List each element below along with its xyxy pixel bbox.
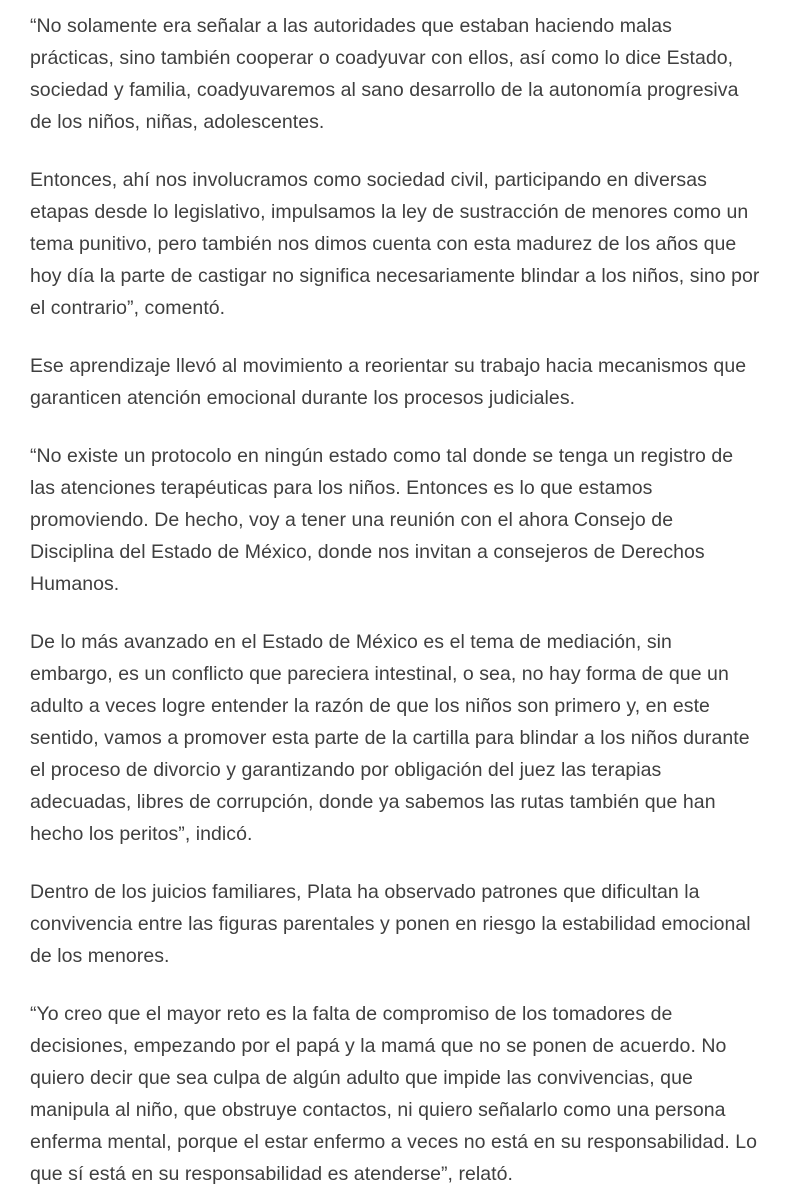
- article-paragraph: Ese aprendizaje llevó al movimiento a reorientar su trabajo hacia mecanismos que garanticen atención emocional durante los procesos judiciales.: [30, 355, 747, 409]
- article-paragraph: “No solamente era señalar a las autoridades que estaban haciendo malas prácticas, sino también cooperar o coadyuvar con ellos, así como lo dice Estado, sociedad y familia, coadyuvaremos al sano desarrollo de la autonomía progresiva de los niños, niñas, adolescentes.: [30, 15, 739, 133]
- article-paragraph: Dentro de los juicios familiares, Plata ha observado patrones que dificultan la convivencia entre las figuras parentales y ponen en riesgo la estabilidad emocional de los menores.: [30, 881, 751, 967]
- article-paragraph: Entonces, ahí nos involucramos como sociedad civil, participando en diversas etapas desde lo legislativo, impulsamos la ley de sustracción de menores como un tema punitivo, pero también nos dimos cuenta con esta madurez de los años que hoy día la parte de castigar no significa necesariamente blindar a los niños, sino por el contrario”, comentó.: [30, 169, 760, 319]
- article-paragraph: “No existe un protocolo en ningún estado como tal donde se tenga un registro de las atenciones terapéuticas para los niños. Entonces es lo que estamos promoviendo. De hecho, voy a tener una reunión con el ahora Consejo de Disciplina del Estado de México, donde nos invitan a consejeros de Derechos Humanos.: [30, 445, 734, 595]
- article-paragraph: “Yo creo que el mayor reto es la falta de compromiso de los tomadores de decisiones, empezando por el papá y la mamá que no se ponen de acuerdo. No quiero decir que sea culpa de algún adulto que impide las convivencias, que manipula al niño, que obstruye contactos, ni quiero señalarlo como una persona enferma mental, porque el estar enfermo a veces no está en su responsabilidad. Lo que sí está en su responsabilidad es atenderse”, relató.: [30, 1003, 758, 1185]
- article-paragraph: De lo más avanzado en el Estado de México es el tema de mediación, sin embargo, es un conflicto que pareciera intestinal, o sea, no hay forma de que un adulto a veces logre entender la razón de que los niños son primero y, en este sentido, vamos a promover esta parte de la cartilla para blindar a los niños durante el proceso de divorcio y garantizando por obligación del juez las terapias adecuadas, libres de corrupción, donde ya sabemos las rutas también que han hecho los peritos”, indicó.: [30, 631, 750, 845]
